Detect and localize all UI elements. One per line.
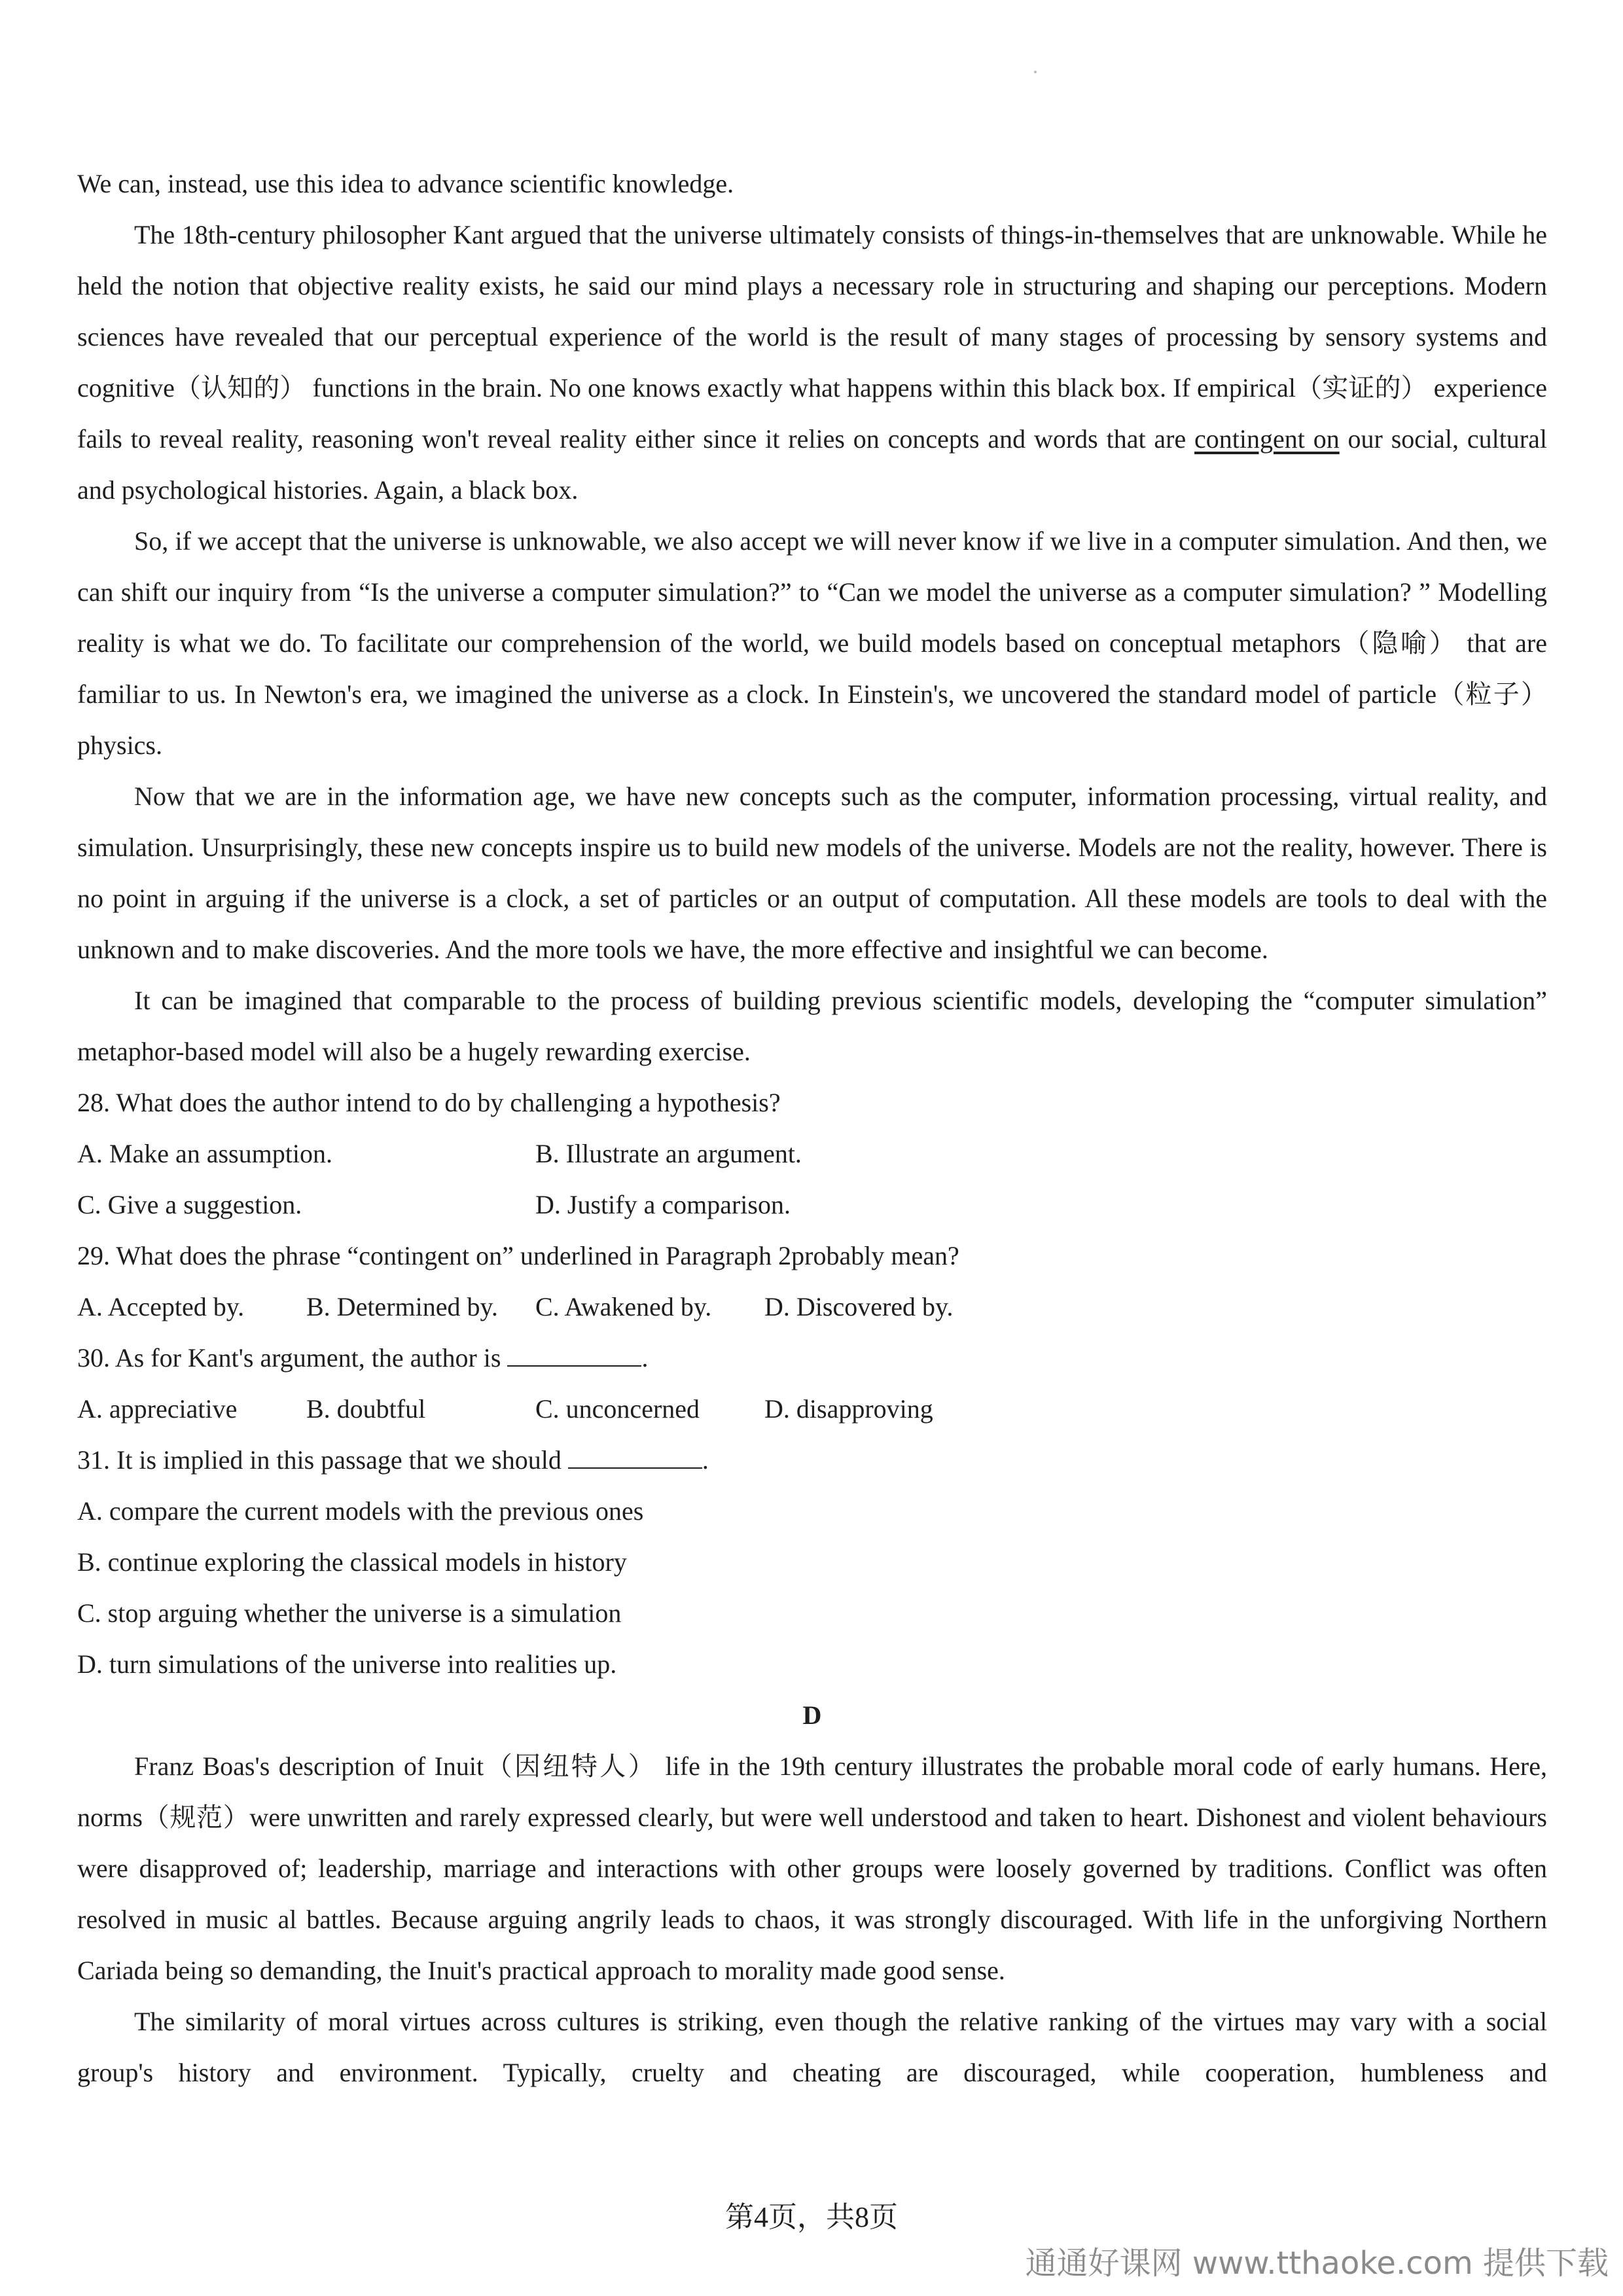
- passage-c-para-2: So, if we accept that the universe is unknowable, we also accept we will never know if we live in a computer simulation. And then, we can shift our inquiry from “Is the universe a computer simulation?” to “Can we model the universe as a computer simulation? ” Modelling reality is what we do. To facilitate our comprehension of the world, we build models based on conceptual metaphors（隐喻） that are familiar to us. In Newton's era, we imagined the universe as a clock. In Einstein's, we uncovered the standard model of particle（粒子） physics.: [77, 526, 1547, 760]
- question-30-stem: 30. As for Kant's argument, the author is: [77, 1343, 501, 1372]
- option-31-c[interactable]: C. stop arguing whether the universe is a simulation: [77, 1598, 622, 1628]
- passage-d-para-1: Franz Boas's description of Inuit（因纽特人） life in the 19th century illustrates the probable moral code of early humans. Here, norms（规范）were unwritten and rarely expressed clearly, but were well understood and taken to heart. Dishonest and violent behaviours were disapproved of; leadership, marriage and interactions with other groups were loosely governed by traditions. Conflict was often resolved in music al battles. Because arguing angrily leads to chaos, it was strongly discouraged. With life in the unforgiving Northern Cariada being so demanding, the Inuit's practical approach to morality made good sense.: [77, 1751, 1547, 1985]
- question-28-options-row-2: [77, 1179, 1547, 1230]
- passage-c-para-0: We can, instead, use this idea to advance scientific knowledge.: [77, 169, 734, 198]
- question-28-stem: 28. What does the author intend to do by challenging a hypothesis?: [77, 1088, 781, 1117]
- option-29-b[interactable]: B. Determined by.: [306, 1292, 498, 1321]
- option-29-a[interactable]: A. Accepted by.: [77, 1292, 245, 1321]
- option-28-d[interactable]: D. Justify a comparison.: [535, 1190, 791, 1219]
- question-29-stem: 29. What does the phrase “contingent on” underlined in Paragraph 2probably mean?: [77, 1241, 959, 1270]
- option-31-d[interactable]: D. turn simulations of the universe into realities up.: [77, 1649, 617, 1679]
- question-30-options: [77, 1384, 1547, 1435]
- exam-page: [77, 158, 1547, 2098]
- question-29-options: [77, 1282, 1547, 1333]
- passage-c-para-1-text: The 18th-century philosopher Kant argued that the universe ultimately consists of things-in-themselves that are unknowable. While he held the notion that objective reality exists, he said our mind plays a necessary role in structuring and shaping our perceptions. Modern sciences have revealed that our perceptual experience of the world is the result of many stages of processing by sensory systems and cognitive（认知的） functions in the brain. No one knows exactly what happens within this black box. If empirical（实证的） experience fails to reveal reality, reasoning won't reveal reality either since it relies on concepts and words that are: [77, 220, 1547, 454]
- passage-c-para-3: Now that we are in the information age, we have new concepts such as the computer, information processing, virtual reality, and simulation. Unsurprisingly, these new concepts inspire us to build new models of the universe. Models are not the reality, however. There is no point in arguing if the universe is a clock, a set of particles or an output of computation. All these models are tools to deal with the unknown and to make discoveries. And the more tools we have, the more effective and insightful we can become.: [77, 781, 1547, 964]
- option-28-a[interactable]: A. Make an assumption.: [77, 1139, 332, 1168]
- question-28-options-row-1: [77, 1128, 1547, 1179]
- passage-d-para-2: The similarity of moral virtues across cultures is striking, even though the relative ranking of the virtues may vary with a social group's history and environment. Typically, cruelty and cheating are discouraged, while cooperation, humbleness and: [77, 2007, 1547, 2087]
- option-31-a[interactable]: A. compare the current models with the previous ones: [77, 1496, 644, 1526]
- option-30-a[interactable]: A. appreciative: [77, 1394, 238, 1424]
- option-30-c[interactable]: C. unconcerned: [535, 1394, 700, 1424]
- answer-blank: [507, 1344, 641, 1367]
- section-title: D: [802, 1700, 822, 1730]
- option-28-c[interactable]: C. Give a suggestion.: [77, 1190, 302, 1219]
- question-31-stem-line: 31. It is implied in this passage that we should .: [77, 1445, 709, 1475]
- underlined-phrase: contingent on: [1194, 424, 1340, 454]
- option-29-d[interactable]: D. Discovered by.: [764, 1292, 954, 1321]
- page-number: 第4页，共8页: [725, 2201, 898, 2233]
- option-28-b[interactable]: B. Illustrate an argument.: [535, 1139, 802, 1168]
- option-31-b[interactable]: B. continue exploring the classical models in history: [77, 1547, 627, 1577]
- speck: [1034, 71, 1037, 73]
- question-30-stem-line: 30. As for Kant's argument, the author is .: [77, 1343, 649, 1372]
- question-31-stem: 31. It is implied in this passage that we should: [77, 1445, 562, 1475]
- passage-c-para-4: It can be imagined that comparable to the process of building previous scientific models, developing the “computer simulation” metaphor-based model will also be a hugely rewarding exercise.: [77, 986, 1547, 1066]
- passage-c-para-1: [77, 209, 1547, 516]
- option-30-d[interactable]: D. disapproving: [764, 1394, 933, 1424]
- option-29-c[interactable]: C. Awakened by.: [535, 1292, 712, 1321]
- watermark: 通通好课网 www.tthaoke.com 提供下载: [1025, 2245, 1609, 2282]
- answer-blank: [568, 1446, 702, 1469]
- option-30-b[interactable]: B. doubtful: [306, 1394, 426, 1424]
- passage-c-para-1-end: our social, cultural and psychological histories. Again, a black box.: [77, 424, 1547, 505]
